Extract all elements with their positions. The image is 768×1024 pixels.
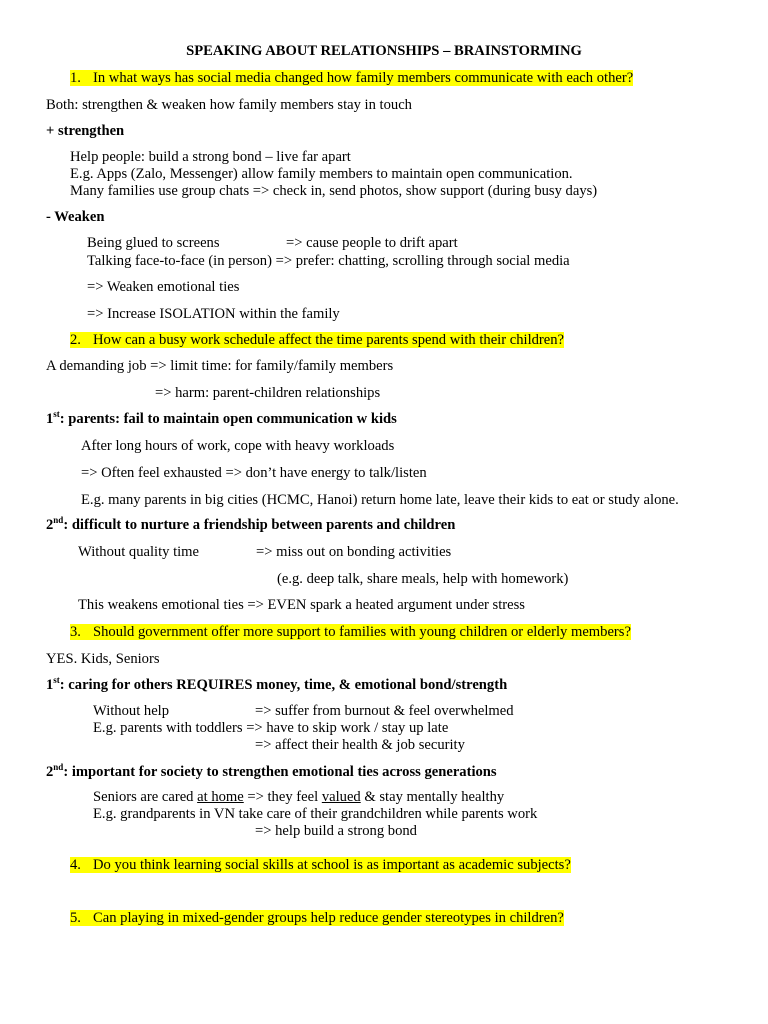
question-number: 5. <box>70 910 81 926</box>
q3-point-2-heading: 2nd: important for society to strengthen emotional ties across generations <box>46 762 497 780</box>
q3-point-1-c: => affect their health & job security <box>255 737 465 753</box>
q1-strengthen-heading: + strengthen <box>46 123 125 139</box>
question-number: 4. <box>70 857 81 873</box>
q1-weaken-a-right: => cause people to drift apart <box>286 235 458 251</box>
q3-point-1-heading: 1st: caring for others REQUIRES money, time, & emotional bond/strength <box>46 675 508 693</box>
q1-weaken-b: Talking face-to-face (in person) => prefer: chatting, scrolling through social media <box>87 253 570 269</box>
q1-strengthen-line: Help people: build a strong bond – live far apart <box>70 149 351 165</box>
question-number: 1. <box>70 70 81 86</box>
q1-weaken-a-left: Being glued to screens <box>87 235 220 251</box>
question-text: How can a busy work schedule affect the time parents spend with their children? <box>93 332 565 348</box>
question-text: Can playing in mixed-gender groups help reduce gender stereotypes in children? <box>93 910 564 926</box>
question-number: 2. <box>70 332 81 348</box>
question-text: Do you think learning social skills at school is as important as academic subjects? <box>93 857 571 873</box>
q2-point-2-heading: 2nd: difficult to nurture a friendship between parents and children <box>46 515 456 533</box>
q2-intro-2: => harm: parent-children relationships <box>155 385 381 401</box>
q1-strengthen-line: Many families use group chats => check in, send photos, show support (during busy days) <box>70 183 598 199</box>
q3-point-2-b: E.g. grandparents in VN take care of their grandchildren while parents work <box>93 806 538 822</box>
q1-weaken-heading: - Weaken <box>46 209 105 225</box>
question-3 <box>70 624 631 641</box>
q2-point-2-a-right: => miss out on bonding activities <box>256 544 452 560</box>
underlined-text: at home <box>197 789 244 805</box>
question-text: Should government offer more support to families with young children or elderly members? <box>93 624 631 640</box>
q3-point-2-a: Seniors are cared at home => they feel valued & stay mentally healthy <box>93 789 505 805</box>
q2-point-1-line: => Often feel exhausted => don’t have energy to talk/listen <box>81 465 427 481</box>
q2-point-2-a-left: Without quality time <box>78 544 200 560</box>
q2-point-2-b: (e.g. deep talk, share meals, help with homework) <box>277 571 569 587</box>
q3-point-1-a-right: => suffer from burnout & feel overwhelmed <box>255 703 514 719</box>
document-title: SPEAKING ABOUT RELATIONSHIPS – BRAINSTORMING <box>186 43 582 59</box>
q3-intro: YES. Kids, Seniors <box>46 651 160 667</box>
q1-weaken-c: => Weaken emotional ties <box>87 279 240 295</box>
question-2 <box>70 332 564 349</box>
q1-strengthen-line: E.g. Apps (Zalo, Messenger) allow family members to maintain open communication. <box>70 166 573 182</box>
q3-point-1-a-left: Without help <box>93 703 170 719</box>
q1-weaken-d: => Increase ISOLATION within the family <box>87 306 340 322</box>
underlined-text: valued <box>321 789 361 805</box>
q2-point-1-line: E.g. many parents in big cities (HCMC, Hanoi) return home late, leave their kids to eat or study alone. <box>81 492 679 508</box>
q3-point-1-b: E.g. parents with toddlers => have to skip work / stay up late <box>93 720 449 736</box>
question-4 <box>70 857 571 874</box>
q2-point-1-line: After long hours of work, cope with heavy workloads <box>81 438 395 454</box>
question-text: In what ways has social media changed how family members communicate with each other? <box>93 70 634 86</box>
q2-intro: A demanding job => limit time: for family/family members <box>46 358 394 374</box>
q3-point-2-c: => help build a strong bond <box>255 823 417 839</box>
q2-point-2-c: This weakens emotional ties => EVEN spark a heated argument under stress <box>78 597 525 613</box>
question-5 <box>70 910 564 927</box>
q2-point-1-heading: 1st: parents: fail to maintain open communication w kids <box>46 409 397 427</box>
q1-intro: Both: strengthen & weaken how family members stay in touch <box>46 97 412 113</box>
question-1 <box>70 70 633 87</box>
question-number: 3. <box>70 624 81 640</box>
